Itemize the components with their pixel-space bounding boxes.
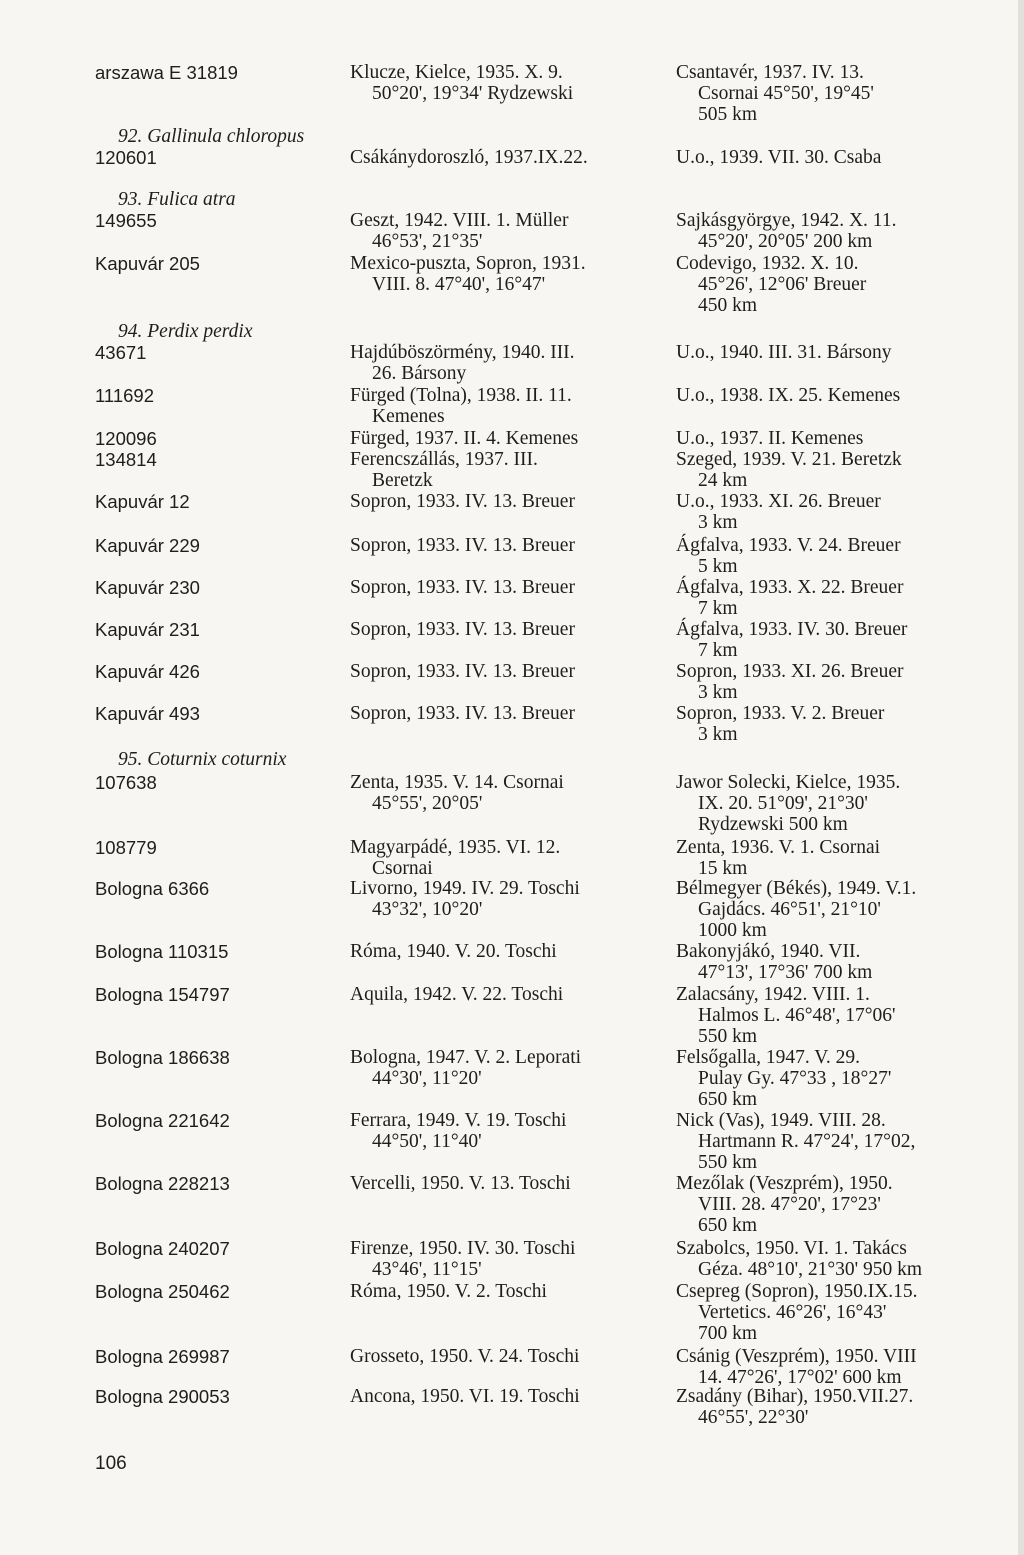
text-line: 43°32', 10°20' (372, 899, 483, 920)
ring-number (95, 661, 200, 682)
text-line: Aquila, 1942. V. 22. Toschi (350, 984, 564, 1005)
text-line: Sopron, 1933. IV. 13. Breuer (350, 577, 575, 598)
recovery-place (676, 342, 892, 363)
text-line: 120601 (95, 147, 157, 168)
ring-number (95, 878, 209, 899)
text-line: Sopron, 1933. XI. 26. Breuer (676, 661, 904, 682)
ring-number (95, 449, 157, 470)
text-line: Csákánydoroszló, 1937.IX.22. (350, 147, 588, 168)
text-line: Mezőlak (Veszprém), 1950. (676, 1173, 893, 1194)
recovery-place (676, 941, 872, 983)
text-line: Grosseto, 1950. V. 24. Toschi (350, 1346, 580, 1367)
ring-number (95, 535, 200, 556)
text-line: 15 km (698, 858, 748, 879)
ringing-place (350, 941, 557, 962)
text-line: VIII. 28. 47°20', 17°23' (698, 1194, 881, 1215)
text-line: 50°20', 19°34' Rydzewski (372, 83, 574, 104)
species-number: 92. (118, 126, 143, 147)
text-line: Róma, 1950. V. 2. Toschi (350, 1281, 547, 1302)
text-line: Bologna, 1947. V. 2. Leporati (350, 1047, 582, 1068)
text-line: Bakonyjákó, 1940. VII. (676, 941, 861, 962)
text-line: U.o., 1937. II. Kemenes (676, 428, 864, 449)
ringing-place (350, 837, 560, 879)
ringing-place (350, 772, 564, 814)
recovery-place (676, 1346, 917, 1388)
text-line: Ferencszállás, 1937. III. (350, 449, 538, 470)
text-line: Hartmann R. 47°24', 17°02, (698, 1131, 916, 1152)
text-line: 149655 (95, 210, 157, 231)
ring-number (95, 428, 157, 449)
text-line: Vercelli, 1950. V. 13. Toschi (350, 1173, 571, 1194)
recovery-place (676, 491, 881, 533)
ring-number (95, 577, 200, 598)
ring-number (95, 342, 146, 363)
text-line: Beretzk (372, 470, 433, 491)
ring-number (95, 1110, 230, 1131)
recovery-place (676, 772, 900, 835)
species-name: Perdix perdix (147, 321, 253, 342)
recovery-place (676, 619, 907, 661)
text-line: Sopron, 1933. IV. 13. Breuer (350, 703, 575, 724)
text-line: Bélmegyer (Békés), 1949. V.1. (676, 878, 917, 899)
text-line: Kapuvár 231 (95, 619, 200, 640)
ringing-place (350, 1238, 575, 1280)
text-line: Bologna 154797 (95, 984, 230, 1005)
ringing-place (350, 1173, 571, 1194)
text-line: Fürged, 1937. II. 4. Kemenes (350, 428, 579, 449)
ringing-place (350, 449, 538, 491)
text-line: 700 km (698, 1323, 758, 1344)
text-line: VIII. 8. 47°40', 16°47' (372, 274, 546, 295)
species-heading (118, 321, 252, 342)
text-line: Bologna 240207 (95, 1238, 230, 1259)
ringing-place (350, 1110, 566, 1152)
species-heading (118, 749, 286, 770)
ring-number (95, 1047, 230, 1068)
ring-number (95, 491, 190, 512)
text-line: Kapuvár 229 (95, 535, 200, 556)
text-line: Magyarpádé, 1935. VI. 12. (350, 837, 561, 858)
text-line: Klucze, Kielce, 1935. X. 9. (350, 62, 563, 83)
ringing-place (350, 342, 575, 384)
text-line: Sopron, 1933. IV. 13. Breuer (350, 535, 575, 556)
text-line: Ferrara, 1949. V. 19. Toschi (350, 1110, 567, 1131)
recovery-place (676, 1238, 922, 1280)
text-line: Zalacsány, 1942. VIII. 1. (676, 984, 870, 1005)
text-line: U.o., 1938. IX. 25. Kemenes (676, 385, 901, 406)
text-line: 1000 km (698, 920, 767, 941)
text-line: 5 km (698, 556, 738, 577)
recovery-place (676, 1281, 918, 1344)
text-line: Kapuvár 493 (95, 703, 200, 724)
text-line: 120096 (95, 428, 157, 449)
text-line: 44°50', 11°40' (372, 1131, 482, 1152)
text-line: 108779 (95, 837, 157, 858)
ring-number (95, 837, 157, 858)
ringing-place (350, 535, 575, 556)
text-line: Kapuvár 12 (95, 491, 190, 512)
ring-number (95, 1281, 230, 1302)
text-line: 44°30', 11°20' (372, 1068, 482, 1089)
text-line: Csornai 45°50', 19°45' (698, 83, 874, 104)
text-line: Bologna 250462 (95, 1281, 230, 1302)
ringing-place (350, 62, 573, 104)
ringing-place (350, 147, 588, 168)
text-line: 650 km (698, 1215, 758, 1236)
text-line: 505 km (698, 104, 758, 125)
text-line: 550 km (698, 1152, 758, 1173)
recovery-place (676, 385, 900, 406)
text-line: Szeged, 1939. V. 21. Beretzk (676, 449, 902, 470)
text-line: Szabolcs, 1950. VI. 1. Takács (676, 1238, 907, 1259)
text-line: Fürged (Tolna), 1938. II. 11. (350, 385, 572, 406)
text-line: Bologna 6366 (95, 878, 210, 899)
ringing-place (350, 878, 580, 920)
text-line: Csantavér, 1937. IV. 13. (676, 62, 864, 83)
text-line: Ágfalva, 1933. V. 24. Breuer (676, 535, 901, 556)
recovery-place (676, 147, 881, 168)
ringing-place (350, 1346, 579, 1367)
text-line: Mexico-puszta, Sopron, 1931. (350, 253, 586, 274)
recovery-place (676, 1047, 891, 1110)
text-line: Csánig (Veszprém), 1950. VIII (676, 1346, 917, 1367)
text-line: Kapuvár 205 (95, 253, 200, 274)
text-line: Csepreg (Sopron), 1950.IX.15. (676, 1281, 918, 1302)
text-line: Sopron, 1933. IV. 13. Breuer (350, 619, 575, 640)
text-line: 3 km (698, 724, 738, 745)
text-line: Géza. 48°10', 21°30' 950 km (698, 1259, 923, 1280)
ring-number (95, 147, 157, 168)
recovery-place (676, 253, 866, 316)
text-line: Codevigo, 1932. X. 10. (676, 253, 859, 274)
text-line: Firenze, 1950. IV. 30. Toschi (350, 1238, 576, 1259)
ring-number (95, 619, 200, 640)
text-line: 7 km (698, 598, 738, 619)
ring-number (95, 984, 230, 1005)
species-name: Gallinula chloropus (147, 126, 305, 147)
text-line: 550 km (698, 1026, 758, 1047)
ringing-place (350, 619, 575, 640)
species-heading (118, 189, 236, 210)
text-line: Kemenes (372, 406, 445, 427)
ringing-place (350, 253, 586, 295)
text-line: 3 km (698, 512, 738, 533)
recovery-place (676, 1110, 915, 1173)
ringing-place (350, 491, 575, 512)
text-line: 650 km (698, 1089, 758, 1110)
ringing-place (350, 661, 575, 682)
text-line: Bologna 110315 (95, 941, 229, 962)
text-line: 43671 (95, 342, 147, 363)
text-line: Sopron, 1933. V. 2. Breuer (676, 703, 885, 724)
text-line: arszawa E 31819 (95, 62, 238, 83)
text-line: 46°53', 21°35' (372, 231, 483, 252)
text-line: 111692 (95, 385, 154, 406)
text-line: Bologna 269987 (95, 1346, 230, 1367)
species-number: 93. (118, 189, 143, 210)
species-number: 95. (118, 749, 143, 770)
text-line: Pulay Gy. 47°33 , 18°27' (698, 1068, 892, 1089)
ringing-place (350, 428, 578, 449)
species-number: 94. (118, 321, 143, 342)
recovery-place (676, 577, 903, 619)
text-line: 47°13', 17°36' 700 km (698, 962, 873, 983)
text-line: 45°55', 20°05' (372, 793, 483, 814)
text-line: 3 km (698, 682, 738, 703)
text-line: Sopron, 1933. IV. 13. Breuer (350, 661, 575, 682)
ringing-place (350, 984, 563, 1005)
ringing-place (350, 1281, 547, 1302)
text-line: Jawor Solecki, Kielce, 1935. (676, 772, 901, 793)
page-number: 106 (95, 1453, 127, 1474)
text-line: Kapuvár 230 (95, 577, 200, 598)
ring-number (95, 385, 154, 406)
text-line: Nick (Vas), 1949. VIII. 28. (676, 1110, 886, 1131)
species-name: Coturnix coturnix (147, 749, 287, 770)
text-line: Csornai (372, 858, 433, 879)
text-line: 7 km (698, 640, 738, 661)
text-line: Bologna 186638 (95, 1047, 230, 1068)
text-line: Ancona, 1950. VI. 19. Toschi (350, 1386, 580, 1407)
text-line: Felsőgalla, 1947. V. 29. (676, 1047, 860, 1068)
text-line: Bologna 290053 (95, 1386, 230, 1407)
ring-number (95, 772, 157, 793)
species-heading (118, 126, 304, 147)
ringing-place (350, 210, 568, 252)
ring-number (95, 941, 228, 962)
text-line: 26. Bársony (372, 363, 467, 384)
recovery-place (676, 62, 874, 125)
ring-number (95, 703, 200, 724)
ringing-place (350, 385, 572, 427)
ring-number (95, 1173, 230, 1194)
text-line: Vertetics. 46°26', 16°43' (698, 1302, 887, 1323)
text-line: Ágfalva, 1933. X. 22. Breuer (676, 577, 904, 598)
text-line: Geszt, 1942. VIII. 1. Müller (350, 210, 569, 231)
text-line: U.o., 1940. III. 31. Bársony (676, 342, 892, 363)
text-line: Gajdács. 46°51', 21°10' (698, 899, 881, 920)
recovery-place (676, 661, 903, 703)
text-line: 45°26', 12°06' Breuer (698, 274, 867, 295)
text-line: Sopron, 1933. IV. 13. Breuer (350, 491, 575, 512)
text-line: Sajkásgyörgye, 1942. X. 11. (676, 210, 897, 231)
text-line: 43°46', 11°15' (372, 1259, 482, 1280)
ring-number (95, 62, 238, 83)
text-line: 450 km (698, 295, 758, 316)
text-line: U.o., 1939. VII. 30. Csaba (676, 147, 882, 168)
text-line: Hajdúböszörmény, 1940. III. (350, 342, 575, 363)
text-line: Róma, 1940. V. 20. Toschi (350, 941, 557, 962)
recovery-place (676, 984, 896, 1047)
text-line: Bologna 221642 (95, 1110, 230, 1131)
recovery-place (676, 1173, 893, 1236)
text-line: Kapuvár 426 (95, 661, 200, 682)
recovery-place (676, 878, 916, 941)
text-line: 14. 47°26', 17°02' 600 km (698, 1367, 902, 1388)
ringing-place (350, 703, 575, 724)
ring-number (95, 1346, 230, 1367)
text-line: Livorno, 1949. IV. 29. Toschi (350, 878, 580, 899)
text-line: 134814 (95, 449, 157, 470)
text-line: Zenta, 1936. V. 1. Csornai (676, 837, 881, 858)
text-line: Zsadány (Bihar), 1950.VII.27. (676, 1386, 914, 1407)
ring-number (95, 1238, 230, 1259)
text-line: 46°55', 22°30' (698, 1407, 809, 1428)
text-line: IX. 20. 51°09', 21°30' (698, 793, 868, 814)
recovery-place (676, 703, 884, 745)
recovery-place (676, 210, 896, 252)
recovery-place (676, 449, 902, 491)
text-line: 24 km (698, 470, 748, 491)
page-edge (1018, 0, 1024, 1555)
recovery-place (676, 1386, 913, 1428)
ring-number (95, 1386, 230, 1407)
text-line: 107638 (95, 772, 157, 793)
recovery-place (676, 535, 901, 577)
text-line: Bologna 228213 (95, 1173, 230, 1194)
text-line: U.o., 1933. XI. 26. Breuer (676, 491, 881, 512)
ringing-place (350, 577, 575, 598)
text-line: 45°20', 20°05' 200 km (698, 231, 873, 252)
ringing-place (350, 1386, 580, 1407)
recovery-place (676, 837, 880, 879)
ring-number (95, 253, 200, 274)
text-line: Zenta, 1935. V. 14. Csornai (350, 772, 564, 793)
text-line: Rydzewski 500 km (698, 814, 848, 835)
recovery-place (676, 428, 863, 449)
species-name: Fulica atra (147, 189, 236, 210)
ringing-place (350, 1047, 581, 1089)
text-line: Ágfalva, 1933. IV. 30. Breuer (676, 619, 908, 640)
text-line: Halmos L. 46°48', 17°06' (698, 1005, 896, 1026)
ring-number (95, 210, 157, 231)
